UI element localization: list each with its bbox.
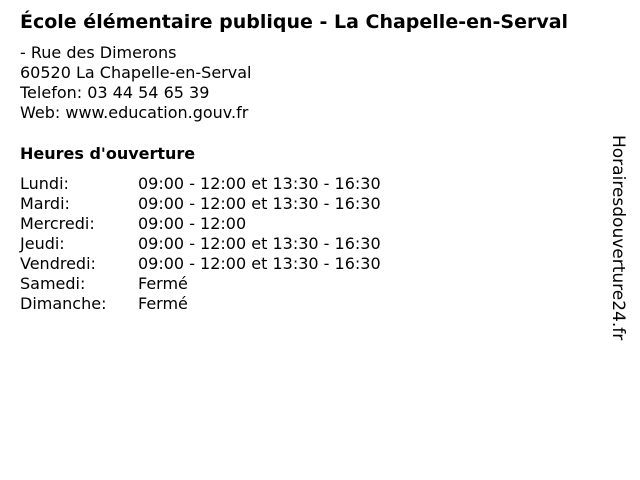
hours-day: Mardi: (20, 194, 70, 213)
hours-row-saturday (20, 274, 381, 294)
hours-row-monday (20, 174, 381, 194)
hours-row-sunday (20, 294, 381, 314)
hours-time: 09:00 - 12:00 et 13:30 - 16:30 (138, 234, 381, 253)
hours-table (20, 174, 381, 314)
hours-time: Fermé (138, 294, 188, 313)
address-phone: Telefon: 03 44 54 65 39 (20, 83, 210, 102)
address-block (20, 43, 251, 123)
page-title: École élémentaire publique - La Chapelle-en-Serval (20, 11, 569, 33)
hours-time: 09:00 - 12:00 et 13:30 - 16:30 (138, 174, 381, 193)
hours-row-thursday (20, 234, 381, 254)
hours-time: 09:00 - 12:00 et 13:30 - 16:30 (138, 254, 381, 273)
hours-day: Lundi: (20, 174, 69, 193)
address-web: Web: www.education.gouv.fr (20, 103, 249, 122)
hours-row-wednesday (20, 214, 381, 234)
hours-day: Mercredi: (20, 214, 95, 233)
hours-day: Samedi: (20, 274, 86, 293)
hours-row-tuesday (20, 194, 381, 214)
site-watermark: Horairesdouverture24.fr (608, 135, 628, 341)
hours-day: Jeudi: (20, 234, 65, 253)
hours-day: Vendredi: (20, 254, 96, 273)
hours-time: Fermé (138, 274, 188, 293)
hours-day: Dimanche: (20, 294, 107, 313)
hours-row-friday (20, 254, 381, 274)
address-city: 60520 La Chapelle-en-Serval (20, 63, 252, 82)
hours-time: 09:00 - 12:00 et 13:30 - 16:30 (138, 194, 381, 213)
hours-heading: Heures d'ouverture (20, 144, 196, 163)
address-street: - Rue des Dimerons (20, 43, 177, 62)
hours-time: 09:00 - 12:00 (138, 214, 247, 233)
